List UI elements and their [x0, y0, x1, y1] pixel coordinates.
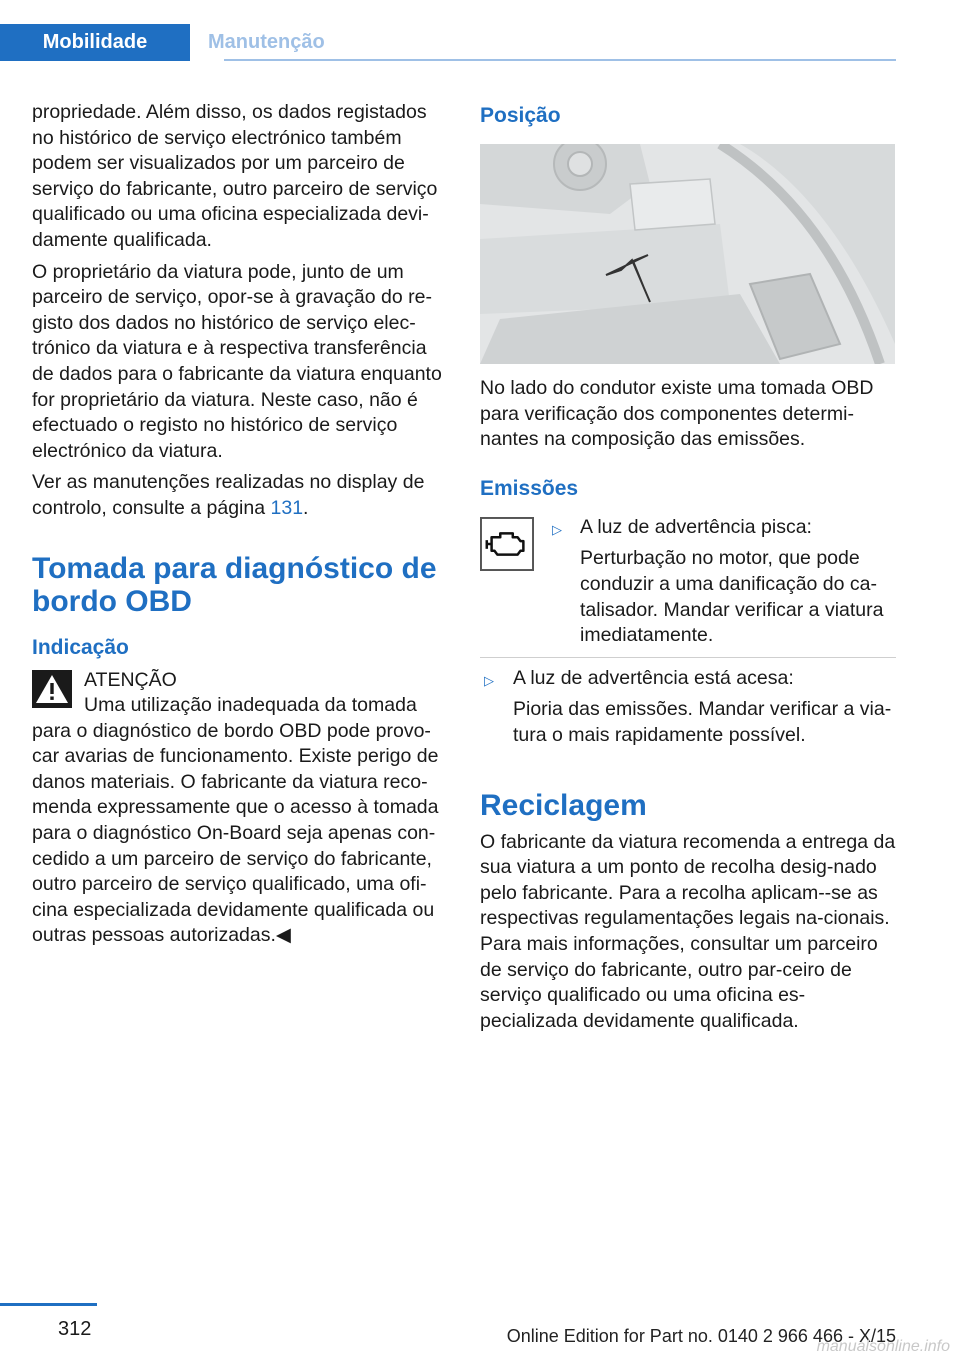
list-item-lit: [480, 666, 896, 749]
warning-body: para o diagnóstico de bordo OBD pode provo‐car avarias de funcionamento. Existe perigo de danos materiais. O fabricante da viatura reco‐menda expressamente que o acesso à tomada para o diagnóstico On-Board seja apenas con‐cedido a um parceiro de serviço do fabricante, outro parceiro de serviço qualificado, uma ofi‐cina especializada devidamente qualificada ou outras pessoas autorizadas.◀: [32, 719, 439, 947]
divider: [480, 657, 896, 658]
header-rule: [224, 59, 896, 61]
item-blinking-title: A luz de advertência pisca:: [580, 515, 812, 538]
see-maintenance-end: .: [303, 496, 309, 519]
bullet-triangle-icon: ▷: [484, 672, 494, 688]
right-column: [480, 100, 896, 1040]
warning-first-line: Uma utilização inadequada da tomada: [84, 694, 417, 717]
warning-box: [32, 668, 448, 719]
obd-location-photo: [480, 144, 895, 364]
left-column: [32, 100, 448, 949]
subheading-indicacao: Indicação: [32, 635, 129, 659]
section-heading-reciclagem: Reciclagem: [480, 788, 647, 822]
tab-manutencao[interactable]: Manutenção: [190, 24, 341, 61]
check-engine-icon: [480, 517, 534, 571]
page-number: 312: [58, 1318, 92, 1340]
paragraph-owner-objection: O proprietário da viatura pode, junto de um parceiro de serviço, opor-se à gravação do re‐gisto dos dados no histórico de serviço elec‐trónico da viatura e à respectiva transferência de dados para o fabricante da viatura enquanto for proprietário da viatura. Neste caso, não é efectuado o registo no histórico de serviço electrónico da viatura.: [32, 260, 442, 462]
subheading-emissoes: Emissões: [480, 476, 579, 500]
section-tabs: [0, 24, 341, 61]
watermark: manualsonline.info: [816, 1338, 950, 1355]
emissions-list: [480, 515, 896, 749]
paragraph-service-history: propriedade. Além disso, os dados registados no histórico de serviço electrónico também podem ser visualizados por um parceiro de serviço do fabricante, outro parceiro de serviço qualificado ou uma oficina especializada devi‐damente qualificada.: [32, 101, 438, 251]
item-lit-title: A luz de advertência está acesa:: [513, 666, 794, 689]
page-number-rule: [0, 1303, 97, 1306]
dashboard-illustration: [480, 144, 895, 364]
list-item-blinking: [552, 515, 896, 649]
warning-title: ATENÇÃO: [84, 668, 177, 691]
subheading-posicao: Posição: [480, 104, 561, 127]
recycling-text: O fabricante da viatura recomenda a entrega da sua viatura a um ponto de recolha desig‐nado pelo fabricante. Para a recolha aplicam--se as respectivas regulamentações legais na‐cionais. Para mais informações, consultar um parceiro de serviço do fabricante, outro par‐ceiro de serviço qualificado ou uma oficina es‐pecializada devidamente qualificada.: [480, 830, 896, 1032]
item-lit-body: Pioria das emissões. Mandar verificar a via‐tura o mais rapidamente possível.: [513, 698, 892, 746]
page-link-131[interactable]: 131: [270, 496, 304, 519]
section-heading-obd: Tomada para diagnóstico de bordo OBD: [32, 551, 437, 618]
paragraph-see-maintenance: [32, 470, 448, 521]
item-blinking-body: Perturbação no motor, que pode conduzir a uma danificação do ca‐talisador. Mandar verificar a viatura imediatamente.: [580, 547, 884, 647]
see-maintenance-text: Ver as manutenções realizadas no display de controlo, consulte a página: [32, 471, 425, 519]
bullet-triangle-icon: ▷: [552, 521, 562, 537]
tab-mobilidade[interactable]: Mobilidade: [0, 24, 190, 61]
edition-footer: Online Edition for Part no. 0140 2 966 466 - X/15: [506, 1326, 896, 1346]
warning-triangle-icon: [32, 670, 72, 708]
position-text: No lado do condutor existe uma tomada OBD para verificação dos componentes determi‐nantes na composição das emissões.: [480, 377, 874, 451]
